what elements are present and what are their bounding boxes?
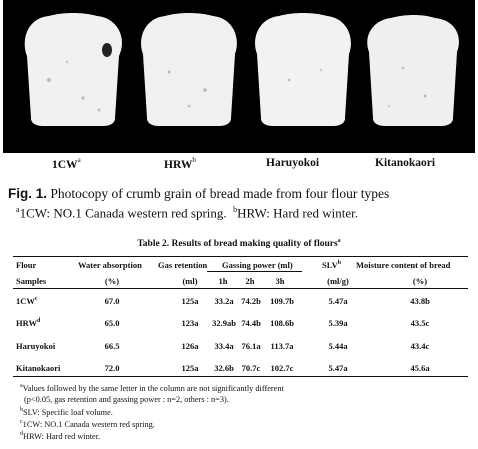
header-slv: SLV$^b$ <box>322 260 342 270</box>
figure-label-hrw: HRW$^b$ <box>164 156 196 171</box>
table-header-rule <box>13 288 468 289</box>
figure-label-haruyokoi: Haruyokoi <box>266 157 320 169</box>
figure-label-kitanokaori: Kitanokaori <box>375 157 436 169</box>
bread-slice-kitanokaori <box>359 10 467 130</box>
table-footnote: $^b$SLV: Specific loaf volume. <box>20 407 113 417</box>
cell-3h: 102.7c <box>270 363 294 373</box>
row-sample: Haruyokoi <box>16 341 56 351</box>
table-footnote: $^d$HRW: Hard red winter. <box>20 431 101 441</box>
cell-gas: 123a <box>181 318 199 328</box>
cell-water: 65.0 <box>104 318 120 328</box>
cell-gas: 125a <box>181 296 199 306</box>
cell-gas: 126a <box>181 341 199 351</box>
bread-slice-haruyokoi <box>249 10 357 130</box>
header-gas-unit: (ml) <box>182 276 198 286</box>
header-gassing: Gassing power (ml) <box>222 260 293 270</box>
header-water: Water absorption <box>78 260 142 270</box>
cell-1h: 33.2a <box>214 296 234 306</box>
cell-2h: 76.1a <box>241 341 261 351</box>
cell-3h: 113.7a <box>270 341 294 351</box>
cell-moisture: 43.5c <box>410 318 430 328</box>
header-moisture-unit: (%) <box>412 276 428 286</box>
gassing-power-rule <box>207 271 302 272</box>
bread-slice-hrw <box>135 10 243 130</box>
cell-slv: 5.39a <box>328 318 348 328</box>
figure-notes: $^a$1CW: NO.1 Canada western red spring. $^b$HRW: Hard red winter. <box>16 205 358 221</box>
cell-3h: 108.6b <box>270 318 294 328</box>
header-2h: 2h <box>245 276 255 286</box>
bread-photo <box>3 0 475 153</box>
figure-number: Fig. 1. <box>8 186 48 201</box>
figure-caption <box>8 186 389 202</box>
cell-gas: 125a <box>181 363 199 373</box>
cell-1h: 33.4a <box>214 341 234 351</box>
header-gas: Gas retention <box>158 260 208 270</box>
cell-slv: 5.44a <box>328 341 348 351</box>
header-1h: 1h <box>218 276 228 286</box>
cell-water: 67.0 <box>104 296 120 306</box>
cell-water: 66.5 <box>104 341 120 351</box>
figure-label-1cw: $1CW^a$ <box>52 156 81 171</box>
cell-2h: 74.2b <box>241 296 261 306</box>
table-title: Table 2. Results of bread making quality of flours$^a$ <box>137 238 341 250</box>
table-footnote: $^c$1CW: NO.1 Canada western red spring. <box>20 419 155 429</box>
cell-slv: 5.47a <box>328 296 348 306</box>
table-footnote: (p<0.05, gas retention and gassing power : n=2, others : n=3). <box>24 395 229 404</box>
bread-slice-1cw <box>19 10 127 130</box>
table-footnote: $^a$Values followed by the same letter in the column are not significantly different <box>20 383 284 393</box>
header-flour: Flour <box>16 260 37 270</box>
table-top-rule <box>13 256 468 257</box>
row-sample: $1CW^c$ <box>16 296 38 306</box>
cell-water: 72.0 <box>104 363 120 373</box>
cell-3h: 109.7b <box>270 296 294 306</box>
table-bottom-rule <box>13 376 468 377</box>
header-3h: 3h <box>275 276 285 286</box>
cell-1h: 32.6b <box>214 363 234 373</box>
cell-moisture: 43.4c <box>410 341 430 351</box>
cell-2h: 70.7c <box>241 363 261 373</box>
header-moisture: Moisture content of bread <box>356 260 451 270</box>
header-slv-unit: (ml/g) <box>327 276 349 286</box>
cell-moisture: 43.8b <box>410 296 430 306</box>
header-water-unit: (%) <box>104 276 120 286</box>
row-sample: HRW$^d$ <box>16 318 41 328</box>
cell-moisture: 45.6a <box>410 363 430 373</box>
cell-slv: 5.47a <box>328 363 348 373</box>
figure-caption-text: Photocopy of crumb grain of bread made from four flour types <box>50 186 390 201</box>
cell-2h: 74.4b <box>241 318 261 328</box>
row-sample: Kitanokaori <box>16 363 61 373</box>
cell-1h: 32.9ab <box>212 318 236 328</box>
header-samples: Samples <box>16 276 47 286</box>
